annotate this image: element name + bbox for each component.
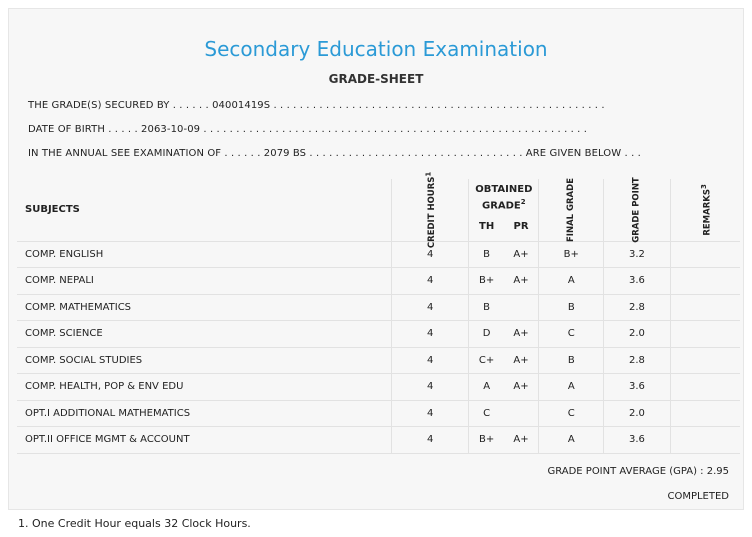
grade-point-cell: 3.6	[604, 268, 670, 295]
grade-point-header: GRADE POINT	[604, 179, 670, 241]
grades-table	[17, 171, 740, 454]
final-grade-cell: A	[539, 374, 604, 401]
exam-line: IN THE ANNUAL SEE EXAMINATION OF . . . . . . 2079 BS . . . . . . . . . . . . . . . . . . . . . . . . . . . . . . . . . ARE GIVEN BELOW . . .	[28, 148, 641, 159]
grade-point-cell: 2.0	[604, 321, 670, 348]
grade-point-cell: 3.6	[604, 374, 670, 401]
pr-grade-cell	[504, 400, 539, 427]
remarks-header: REMARKS$^3$	[670, 179, 740, 241]
final-grade-cell: C	[539, 400, 604, 427]
pr-grade-cell: A+	[504, 268, 539, 295]
subjects-header: SUBJECTS	[17, 179, 392, 241]
table-row	[17, 347, 740, 374]
table-row	[17, 241, 740, 268]
remarks-cell	[670, 268, 740, 295]
table-row	[17, 321, 740, 348]
final-grade-cell: A	[539, 268, 604, 295]
credit-cell: 4	[392, 321, 469, 348]
pr-grade-cell	[504, 294, 539, 321]
pr-header: PR	[504, 213, 539, 241]
credit-cell: 4	[392, 268, 469, 295]
th-grade-cell: B+	[469, 268, 504, 295]
subject-cell: COMP. MATHEMATICS	[17, 294, 392, 321]
pr-grade-cell: A+	[504, 427, 539, 454]
sheet-subtitle: GRADE-SHEET	[328, 72, 424, 86]
remarks-cell	[670, 427, 740, 454]
remarks-cell	[670, 294, 740, 321]
credit-cell: 4	[392, 241, 469, 268]
remarks-cell	[670, 400, 740, 427]
subject-cell: COMP. SCIENCE	[17, 321, 392, 348]
final-grade-header: FINAL GRADE	[539, 179, 604, 241]
subject-cell: COMP. HEALTH, POP & ENV EDU	[17, 374, 392, 401]
final-grade-cell: B+	[539, 241, 604, 268]
table-header-row	[17, 179, 740, 213]
final-grade-cell: B	[539, 347, 604, 374]
page-title: Secondary Education Examination	[204, 37, 548, 61]
th-grade-cell: A	[469, 374, 504, 401]
final-grade-cell: A	[539, 427, 604, 454]
pr-grade-cell: A+	[504, 374, 539, 401]
grade-point-cell: 2.8	[604, 347, 670, 374]
table-row	[17, 400, 740, 427]
th-grade-cell: B	[469, 294, 504, 321]
th-grade-cell: B+	[469, 427, 504, 454]
table-row	[17, 427, 740, 454]
subject-cell: COMP. SOCIAL STUDIES	[17, 347, 392, 374]
credit-cell: 4	[392, 427, 469, 454]
table-row	[17, 268, 740, 295]
status-text: COMPLETED	[667, 491, 729, 502]
th-grade-cell: C	[469, 400, 504, 427]
pr-grade-cell: A+	[504, 321, 539, 348]
grade-point-cell: 2.0	[604, 400, 670, 427]
grade-point-cell: 2.8	[604, 294, 670, 321]
th-grade-cell: C+	[469, 347, 504, 374]
final-grade-cell: C	[539, 321, 604, 348]
subject-cell: COMP. NEPALI	[17, 268, 392, 295]
grade-point-cell: 3.2	[604, 241, 670, 268]
remarks-cell	[670, 374, 740, 401]
th-header: TH	[469, 213, 504, 241]
table-row	[17, 294, 740, 321]
subject-cell: OPT.II OFFICE MGMT & ACCOUNT	[17, 427, 392, 454]
remarks-cell	[670, 321, 740, 348]
pr-grade-cell: A+	[504, 241, 539, 268]
footnote: 1. One Credit Hour equals 32 Clock Hours.	[18, 517, 251, 530]
th-grade-cell: B	[469, 241, 504, 268]
subject-cell: OPT.I ADDITIONAL MATHEMATICS	[17, 400, 392, 427]
remarks-cell	[670, 241, 740, 268]
grade-sheet-panel	[8, 8, 744, 510]
th-grade-cell: D	[469, 321, 504, 348]
table-row	[17, 374, 740, 401]
remarks-cell	[670, 347, 740, 374]
credit-cell: 4	[392, 347, 469, 374]
date-of-birth-line: DATE OF BIRTH . . . . . 2063-10-09 . . . . . . . . . . . . . . . . . . . . . . . . . . . . . . . . . . . . . . . . . . . . . . . . . . . . . . . . . . .	[28, 124, 588, 135]
secured-by-line: THE GRADE(S) SECURED BY . . . . . . 04001419S . . . . . . . . . . . . . . . . . . . . . . . . . . . . . . . . . . . . . . . . . . . . . . . . . . .	[28, 100, 605, 111]
credit-cell: 4	[392, 400, 469, 427]
grade-point-cell: 3.6	[604, 427, 670, 454]
subject-cell: COMP. ENGLISH	[17, 241, 392, 268]
final-grade-cell: B	[539, 294, 604, 321]
gpa-line: GRADE POINT AVERAGE (GPA) : 2.95	[547, 466, 729, 477]
obtained-grade-header: OBTAINED GRADE$^2$	[469, 179, 539, 213]
pr-grade-cell: A+	[504, 347, 539, 374]
credit-hours-header: CREDIT HOURS$^1$	[392, 179, 469, 241]
credit-cell: 4	[392, 374, 469, 401]
credit-cell: 4	[392, 294, 469, 321]
